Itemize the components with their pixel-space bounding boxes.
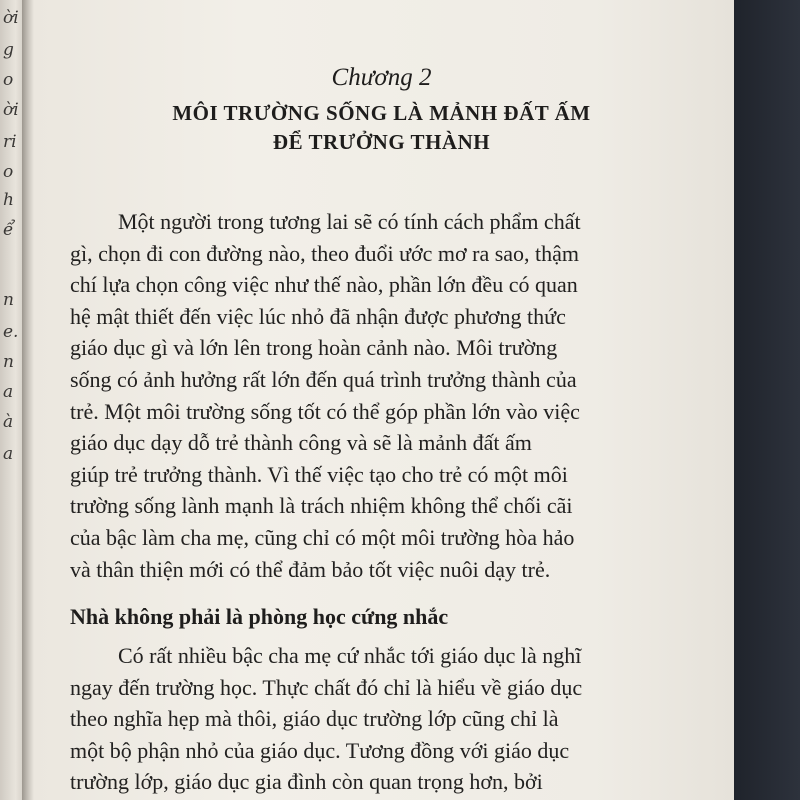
body-paragraph-2 xyxy=(70,640,670,798)
left-page-fragment: n xyxy=(3,290,14,310)
left-page-fragment: g xyxy=(3,40,14,60)
left-page-fragment: à xyxy=(3,412,14,432)
text-line: ngay đến trường học. Thực chất đó chỉ là hiểu về giáo dục xyxy=(70,674,583,700)
left-page-edge xyxy=(0,0,22,800)
text-line: giúp trẻ trưởng thành. Vì thế việc tạo cho trẻ có một môi xyxy=(70,461,568,487)
left-page-fragment: a xyxy=(3,382,14,402)
text-line: trường lớp, giáo dục gia đình còn quan trọng hơn, bởi xyxy=(70,769,543,795)
chapter-label: Chương 2 xyxy=(331,64,432,91)
left-page-fragment: o xyxy=(3,70,14,90)
text-line: Có rất nhiều bậc cha mẹ cứ nhắc tới giáo dục là nghĩ xyxy=(118,643,582,668)
text-line: sống có ảnh hưởng rất lớn đến quá trình trưởng thành của xyxy=(70,366,577,392)
left-page-fragment: ri xyxy=(3,132,17,152)
text-line: chí lựa chọn công việc như thế nào, phần lớn đều có quan xyxy=(70,272,578,298)
text-line: trẻ. Một môi trường sống tốt có thể góp phần lớn vào việc xyxy=(70,398,580,424)
section-heading: Nhà không phải là phòng học cứng nhắc xyxy=(70,604,449,629)
left-page-fragment: o xyxy=(3,162,14,182)
text-line: giáo dục dạy dỗ trẻ thành công và sẽ là mảnh đất ấm xyxy=(70,430,532,456)
left-page-fragment: ời xyxy=(3,100,19,120)
text-line: Một người trong tương lai sẽ có tính cách phẩm chất xyxy=(118,209,581,234)
chapter-title-line-1: MÔI TRƯỜNG SỐNG LÀ MẢNH ĐẤT ẤM xyxy=(172,101,591,125)
left-page-fragment: e. xyxy=(3,322,19,342)
text-line: theo nghĩa hẹp mà thôi, giáo dục trường lớp cũng chỉ là xyxy=(70,706,559,732)
left-page-fragment: h xyxy=(3,190,14,210)
body-paragraph-1 xyxy=(70,206,670,585)
text-line: gì, chọn đi con đường nào, theo đuổi ước mơ ra sao, thậm xyxy=(70,240,580,266)
left-page-fragment: ể xyxy=(3,220,14,240)
text-line: của bậc làm cha mẹ, cũng chỉ có một môi trường hòa hảo xyxy=(70,524,575,550)
text-line: và thân thiện mới có thể đảm bảo tốt việc nuôi dạy trẻ. xyxy=(70,556,551,582)
left-page-fragment: ời xyxy=(3,8,19,28)
text-line: giáo dục gì và lớn lên trong hoàn cảnh nào. Môi trường xyxy=(70,335,558,361)
text-line: một bộ phận nhỏ của giáo dục. Tương đồng với giáo dục xyxy=(70,737,570,763)
book-page xyxy=(34,0,734,800)
text-line: hệ mật thiết đến việc lúc nhỏ đã nhận được phương thức xyxy=(70,303,566,329)
chapter-title-line-2: ĐỂ TRƯỞNG THÀNH xyxy=(272,130,491,154)
background-surface xyxy=(734,0,800,800)
book-gutter xyxy=(22,0,34,800)
left-page-fragment: a xyxy=(3,444,14,464)
text-line: trường sống lành mạnh là trách nhiệm không thể chối cãi xyxy=(70,493,573,519)
left-page-fragment: n xyxy=(3,352,14,372)
